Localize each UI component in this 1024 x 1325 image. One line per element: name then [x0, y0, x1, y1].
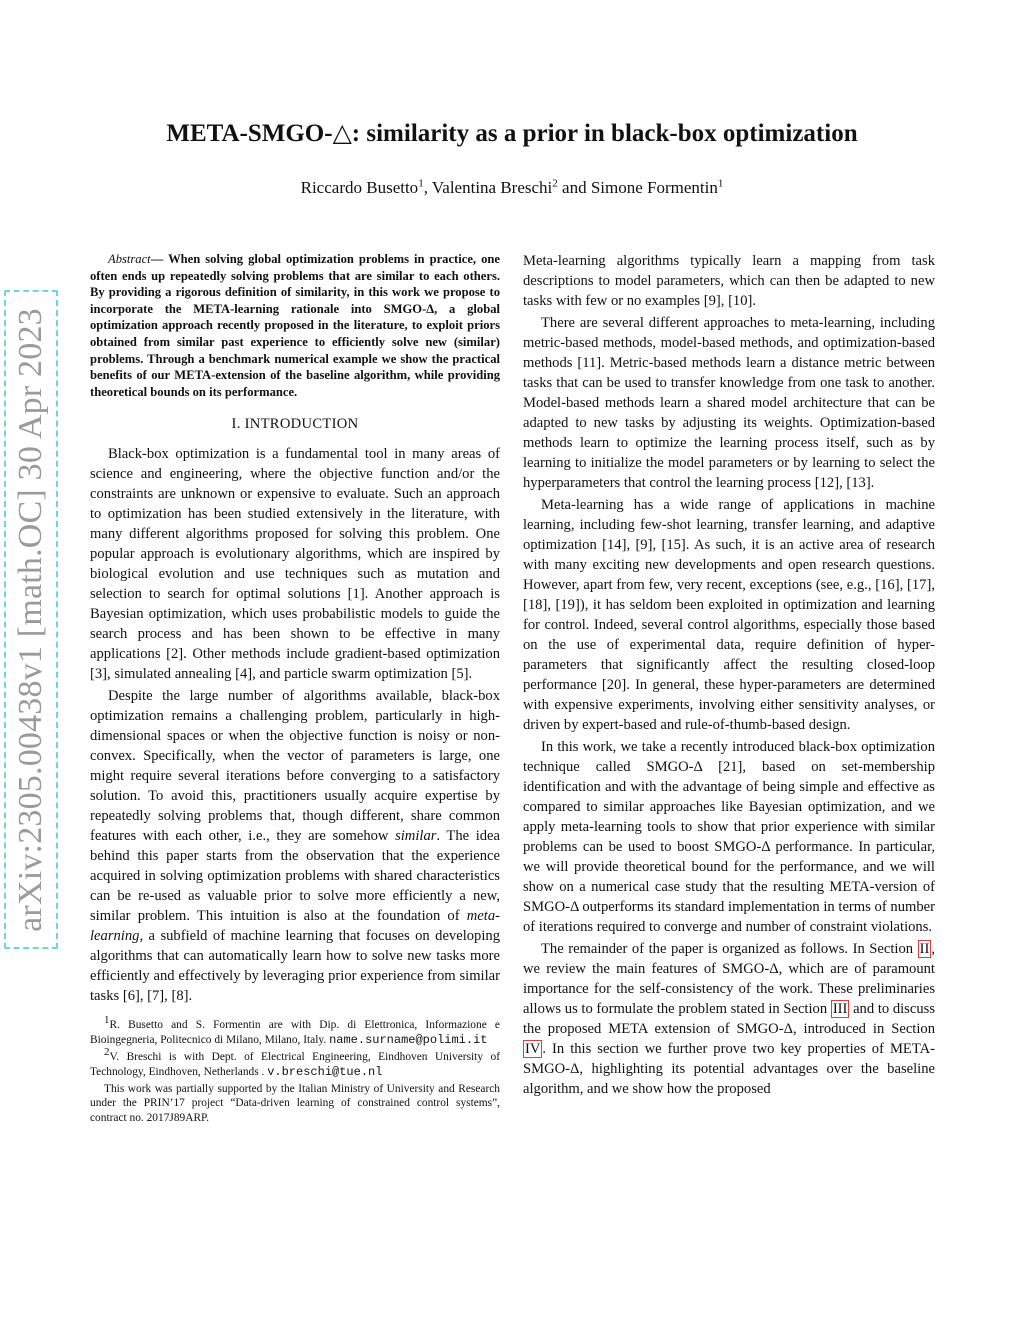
section-link-iii[interactable]: III — [832, 1001, 848, 1017]
email-address[interactable]: name.surname@polimi.it — [329, 1033, 488, 1048]
paragraph-text: , we review the main features of SMGO-Δ, which are of paramount importance for the self-consistency of the work. These preliminaries allows us to formulate the problem stated in Section — [523, 941, 935, 1017]
email-address[interactable]: v.breschi@tue.nl — [267, 1064, 383, 1079]
abstract — [90, 251, 500, 400]
abstract-text: — When solving global optimization problems in practice, one often ends up repeatedly solving problems that are similar to each others. By providing a rigorous definition of similarity, in this work we propose to incorporate the META-learning rationale into SMGO-Δ, a global optimization approach recently proposed in the literature, to exploit priors obtained from similar past experience to efficiently solve new (similar) problems. Through a benchmark numerical example we show the practical benefits of our META-extension of the baseline algorithm, while providing theoretical bounds on its performance. — [90, 252, 500, 399]
footnote-mark: 1 — [104, 1014, 110, 1027]
arxiv-stamp — [4, 290, 58, 949]
author-separator: and — [557, 178, 591, 197]
section-link-iv[interactable]: IV — [525, 1041, 541, 1057]
footnotes — [90, 1014, 500, 1126]
body-paragraph: Meta-learning has a wide range of applications in machine learning, including few-shot learning, transfer learning, and adaptive optimization [14], [9], [15]. As such, it is an active area of research with many exciting new developments and open research questions. However, apart from few, very recent, exceptions (see, e.g., [16], [17], [18], [19]), it has seldom been exploited in optimization and learning for control. Indeed, several control algorithms, especially those based on the use of experimental data, require definition of hyper-parameters that significantly affect the resulting closed-loop performance [20]. In general, these hyper-parameters are determined with expensive experiments, involving either sensitivity analyses, or driven by expert-based and rule-of-thumb-based design. — [523, 497, 935, 733]
right-column — [523, 251, 935, 1101]
emphasis-text: similar — [395, 828, 437, 845]
body-paragraph — [90, 686, 500, 1006]
paragraph-text: The remainder of the paper is organized as follows. In Section — [541, 941, 918, 957]
body-paragraph: There are several different approaches to meta-learning, including metric-based methods, model-based methods, and optimization-based methods [11]. Metric-based methods learn a distance metric between tasks that can be used to transfer knowledge from one task to another. Model-based methods learn a shared model architecture that can be adapted to new tasks by adjusting its weights. Optimization-based methods learn to optimize the learning process itself, such as by learning to initialize the model parameters or by learning to select the hyperparameters that control the learning process [12], [13]. — [523, 315, 935, 491]
author-name: Riccardo Busetto — [300, 178, 419, 197]
author-name: Valentina Breschi — [431, 178, 553, 197]
paper-title: META-SMGO-△: similarity as a prior in black-box optimization — [166, 120, 858, 147]
paragraph-text: Despite the large number of algorithms available, black-box optimization remains a challenging problem, particularly in high-dimensional spaces or when the objective function is noisy or non-convex. Specifically, when the vector of parameters is large, one might require several iterations before converging to a satisfactory solution. To avoid this, practitioners usually acquire expertise by repeatedly solving problems that, though different, share common features with each other, i.e., they are somehow — [90, 688, 500, 845]
footnote-text: R. Busetto and S. Formentin are with Dip. di Elettronica, Informazione e Bioingegneria, Politecnico di Milano, Milano, Italy. — [90, 1019, 500, 1047]
funding-note: This work was partially supported by the Italian Ministry of University and Research under the PRIN’17 project “Data-driven learning of constrained control systems”, contract no. 2017J89ARP. — [90, 1082, 500, 1125]
author-name: Simone Formentin — [590, 178, 718, 197]
emphasis-text: meta-learning — [90, 908, 500, 945]
footnote-text: V. Breschi is with Dept. of Electrical Engineering, Eindhoven University of Technology, Eindhoven, Netherlands . — [90, 1050, 500, 1078]
paragraph-text: , a subfield of machine learning that focuses on developing algorithms that can automatically learn how to solve new tasks more efficiently and effectively by leveraging prior experience from similar tasks [6], [7], [8]. — [90, 928, 500, 1005]
body-paragraph: In this work, we take a recently introduced black-box optimization technique called SMGO-Δ [21], based on set-membership identification and with the advantage of being simple and effective as compared to similar approaches like Bayesian optimization, and we apply meta-learning tools to show that prior experience with similar problems can be used to boost SMGO-Δ performance. In particular, we will provide theoretical bound for the performance, and we will show on a numerical case study that the resulting META-version of SMGO-Δ outperforms its standard implementation in terms of number of iterations required to converge and number of constraint violations. — [523, 739, 935, 935]
paragraph-text: and to discuss the proposed META extension of SMGO-Δ, introduced in Section — [523, 1001, 935, 1037]
affiliation-mark: 2 — [552, 177, 558, 190]
arxiv-identifier[interactable]: arXiv:2305.00438v1 [math.OC] 30 Apr 2023 — [12, 307, 49, 932]
body-paragraph: Black-box optimization is a fundamental tool in many areas of science and engineering, where the objective function and/or the constraints are unknown or expensive to evaluate. Such an approach to optimization has been studied extensively in the literature, with many different algorithms proposed for solving this problem. One popular approach is evolutionary algorithms, which are inspired by biological evolution and use techniques such as mutation and selection to search for optimal solutions [1]. Another approach is Bayesian optimization, which uses probabilistic models to guide the search process and has been shown to be effective in many applications [2]. Other methods include gradient-based optimization [3], simulated annealing [4], and particle swarm optimization [5]. — [90, 446, 500, 683]
abstract-label: Abstract — [108, 252, 151, 266]
section-heading-introduction: I. INTRODUCTION — [231, 416, 359, 433]
body-paragraph: Meta-learning algorithms typically learn a mapping from task descriptions to model parameters, which can then be adapted to new tasks with few or no examples [9], [10]. — [523, 253, 935, 309]
paragraph-text: . In this section we further prove two key properties of META-SMGO-Δ, highlighting its potential advantages over the baseline algorithm, and we show how the proposed — [523, 1041, 935, 1097]
author-separator: , — [423, 178, 432, 197]
paragraph-text: . The idea behind this paper starts from the observation that the experience acquired in solving optimization problems with shared characteristics can be re-used as valuable prior to solve more efficiently a new, similar problem. This intuition is also at the foundation of — [90, 828, 500, 925]
affiliation-mark: 1 — [418, 177, 424, 190]
footnote-mark: 2 — [104, 1046, 110, 1059]
section-link-ii[interactable]: II — [919, 941, 930, 957]
footnote — [90, 1046, 500, 1080]
affiliation-mark: 1 — [717, 177, 724, 190]
author-line — [0, 178, 1024, 198]
footnote — [90, 1014, 500, 1048]
body-paragraph — [523, 939, 935, 1099]
left-column — [90, 251, 500, 1128]
